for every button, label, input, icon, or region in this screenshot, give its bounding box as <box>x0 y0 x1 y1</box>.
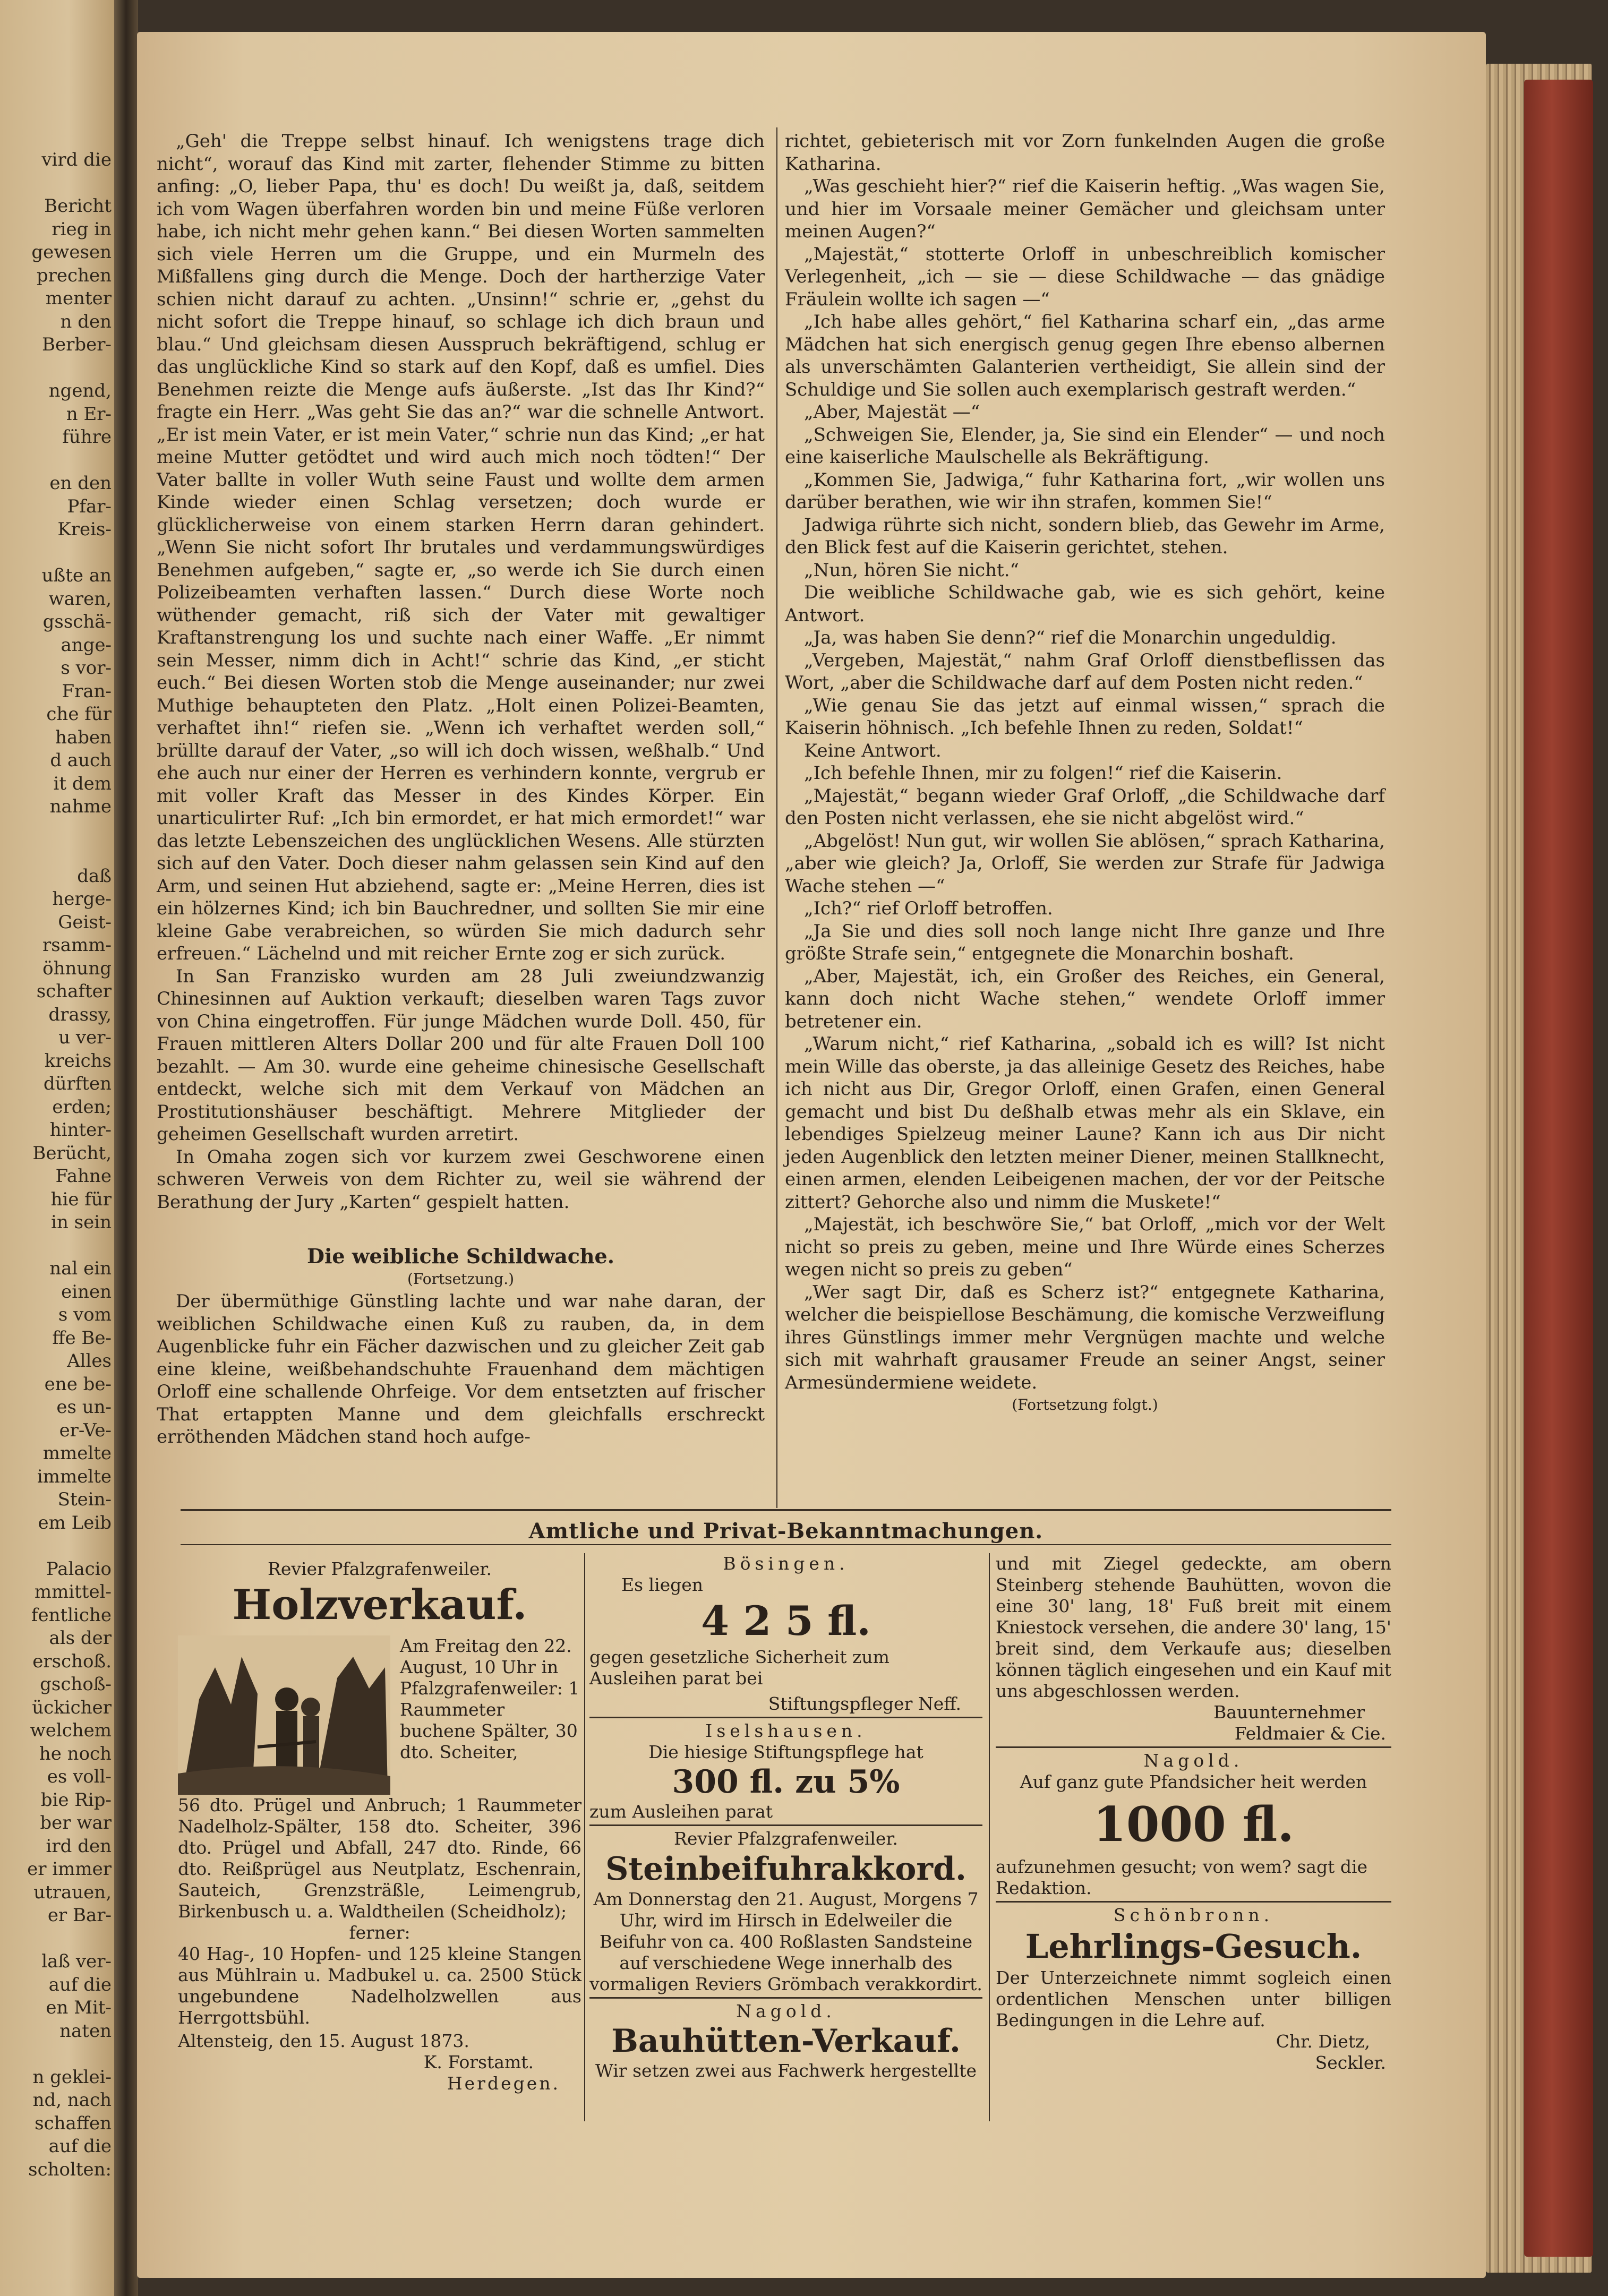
left-page-line: schafter <box>36 981 112 1002</box>
ad1-side-text: Am Freitag den 22. August, 10 Uhr in Pfalzgrafenweiler: 1 Raummeter buchene Spälter, 30 dto. Scheiter, <box>400 1635 580 1762</box>
col1-paragraph: In San Franzisko wurden am 28 Juli zweiundzwanzig Chinesinnen auf Auktion verkauft; dieselben waren Tags zuvor von China eingetroffen. Für junge Mädchen wurde Doll. 450, für Frauen mittleren Alters Dollar 200 und für alte Frauen Doll 100 bezahlt. — Am 30. wurde eine geheime chinesische Gesellschaft entdeckt, welche sich mit dem Verkauf von Mädchen an Prostitutionshäuser beschäftigt. Mehrere Mitglieder der geheimen Gesellschaft wurden arretirt. <box>157 965 765 1145</box>
hunting-scene-illustration <box>178 1635 390 1795</box>
left-page-line: immelte <box>37 1466 112 1487</box>
left-page-line: ngend, <box>48 380 112 401</box>
ad-rule <box>996 1746 1391 1748</box>
left-page-line: rsamm- <box>42 935 112 956</box>
left-page-line: ber war <box>40 1812 112 1834</box>
left-page-line: welchem <box>30 1720 112 1741</box>
ad5-signer1: Bauunternehmer <box>1213 1702 1365 1723</box>
left-page-line <box>5 542 112 565</box>
left-page-line: erschoß. <box>32 1650 112 1672</box>
ad3-amount: 300 fl. zu 5% <box>672 1763 900 1801</box>
section-rule <box>181 1509 1391 1511</box>
left-page-line: laß ver- <box>41 1951 112 1972</box>
ad5-headline: Bauhütten-Verkauf. <box>611 2023 961 2060</box>
left-page-line: Pfar- <box>67 495 112 517</box>
left-page-line: nd, nach <box>32 2089 112 2111</box>
left-page-line: s vom <box>58 1304 112 1325</box>
left-page-line: er Bar- <box>47 1905 112 1926</box>
left-page-line: es voll- <box>47 1766 112 1787</box>
left-page-line: ußte an <box>41 565 112 586</box>
left-page-line: Berücht, <box>32 1142 112 1164</box>
ad5-cont-text: und mit Ziegel gedeckte, am obern Steinberg stehende Bauhütten, wovon die eine 30' lang, 18' Fuß breit mit einem Kniestock versehen, die andere 30' lang, 15' breit sind, dem Verkaufe aus; dieselben können täglich eingesehen und ein Kauf mit uns abgeschlossen werden. <box>996 1553 1391 1701</box>
left-page-line <box>5 1535 112 1558</box>
left-page-line: menter <box>45 288 112 309</box>
left-page-line: n Er- <box>66 403 112 425</box>
ad2-signer: Stiftungspfleger Neff. <box>768 1693 961 1714</box>
ad-column-right <box>996 1553 1391 2074</box>
col2-paragraph: „Ja, was haben Sie denn?“ rief die Monarchin ungeduldig. <box>804 627 1337 648</box>
story-paragraph: Der übermüthige Günstling lachte und war nahe daran, der weiblichen Schildwache einen Kuß zu rauben, da, in dem Augenblicke fuhr ein Fächer dazwischen und zu gleicher Zeit gab eine kleine, weißbehandschuhte Frauenhand dem mächtigen Orloff eine schallende Ohrfeige. Vor dem entsetzten auf frischer That ertappten Manne und dem gleichfalls erschreckt erröthenden Mädchen stand hoch aufge- <box>157 1291 765 1447</box>
ad4-headline: Steinbeifuhrakkord. <box>605 1850 966 1888</box>
story-subtitle: (Fortsetzung.) <box>407 1270 515 1288</box>
left-page-line: ird den <box>46 1835 112 1857</box>
book-binding <box>1524 80 1593 2257</box>
left-page-line: che für <box>46 704 112 725</box>
left-page-line: n den <box>60 311 112 332</box>
col2-paragraph: „Nun, hören Sie nicht.“ <box>804 559 1019 581</box>
ad6-place: Nagold. <box>1143 1750 1244 1771</box>
col2-paragraph: „Ich?“ rief Orloff betroffen. <box>804 898 1053 919</box>
ad2-intro: Es liegen <box>621 1574 704 1595</box>
col2-paragraph: „Ich habe alles gehört,“ fiel Katharina scharf ein, „das arme Mädchen hat sich energisch genug gegen Ihre ebenso albernen als unverschämten Galanterien vertheidigt, Sie allein sind der Schuldige und Sie sollen auch exemplarisch gestraft werden.“ <box>785 311 1385 400</box>
left-page-line <box>5 449 112 473</box>
left-page-line: öhnung <box>42 957 112 979</box>
col2-paragraph: richtet, gebieterisch mit vor Zorn funkelnden Augen die große Katharina. <box>785 131 1385 175</box>
left-page-line: ene be- <box>44 1373 112 1395</box>
left-page-line: führe <box>62 426 112 448</box>
left-page-line: he noch <box>39 1743 112 1764</box>
left-page-line: en den <box>49 473 112 494</box>
left-page-line: Fahne <box>55 1166 112 1187</box>
left-page-line: hie für <box>50 1188 112 1210</box>
col2-paragraph: „Aber, Majestät, ich, ein Großer des Reiches, ein General, kann doch nicht Wache stehen,“ wendete Orloff immer betretener ein. <box>785 965 1385 1032</box>
left-page-line: gewesen <box>31 242 112 263</box>
story-title: Die weibliche Schildwache. <box>307 1244 614 1268</box>
left-page-line: Berber- <box>42 334 112 355</box>
left-page-line: it dem <box>53 773 112 794</box>
left-page-line <box>5 357 112 380</box>
left-page-line: Stein- <box>57 1489 112 1510</box>
ad1-date: Altensteig, den 15. August 1873. <box>178 2031 469 2051</box>
left-page-line: er-Ve- <box>59 1419 112 1441</box>
left-page-line: gsschä- <box>42 611 112 632</box>
col1-paragraph: In Omaha zogen sich vor kurzem zwei Geschworene einen schweren Verweis von dem Richter zu, weil sie während der Berathung der Jury „Karten“ gespielt hatten. <box>157 1146 765 1213</box>
col2-paragraph: Jadwiga rührte sich nicht, sondern blieb, das Gewehr im Arme, den Blick fest auf die Kaiserin gerichtet, stehen. <box>785 514 1385 558</box>
left-page-line: einen <box>61 1281 112 1303</box>
ad4-place: Revier Pfalzgrafenweiler. <box>673 1828 899 1849</box>
left-page-line <box>5 1235 112 1258</box>
left-page-line: ückicher <box>32 1697 112 1718</box>
left-page-line: rieg in <box>52 218 112 240</box>
ad7-place: Schönbronn. <box>1113 1905 1274 1925</box>
ad1-place: Revier Pfalzgrafenweiler. <box>267 1558 492 1579</box>
col2-paragraph: „Majestät, ich beschwöre Sie,“ bat Orloff, „mich vor der Welt nicht so preis zu geben, meine und Ihre Würde eines Scherzes wegen nicht so preis zu geben“ <box>785 1214 1385 1280</box>
left-page-line: u ver- <box>58 1027 112 1048</box>
column-2 <box>785 130 1385 1417</box>
ad6-text: Auf ganz gute Pfandsicher heit werden <box>1020 1771 1367 1792</box>
ad5-place: Nagold. <box>736 2001 836 2021</box>
left-page-line: d auch <box>50 750 112 771</box>
ad6-text2: aufzunehmen gesucht; von wem? sagt die Redaktion. <box>996 1856 1368 1898</box>
left-page-line: vird die <box>41 149 112 170</box>
left-page-line: n geklei- <box>32 2066 112 2088</box>
section-rule <box>181 1544 1391 1545</box>
col2-paragraph: „Schweigen Sie, Elender, ja, Sie sind ein Elender“ — und noch eine kaiserliche Maulschelle als Bekräftigung. <box>785 424 1385 468</box>
col2-paragraph: „Majestät,“ stotterte Orloff in unbeschreiblich komischer Verlegenheit, „ich — sie — diese Schildwache — das gnädige Fräulein wollte ich sagen —“ <box>785 243 1385 310</box>
col2-paragraph: „Aber, Majestät —“ <box>804 401 980 423</box>
left-page-line <box>5 819 112 842</box>
left-page-line: er immer <box>27 1858 112 1880</box>
left-page-line: herge- <box>52 888 112 910</box>
ad2-amount: 4 2 5 fl. <box>701 1597 871 1644</box>
left-page-line: nal ein <box>49 1258 112 1279</box>
book-gutter <box>114 0 138 2296</box>
col2-paragraph: „Ich befehle Ihnen, mir zu folgen!“ rief die Kaiserin. <box>804 763 1282 784</box>
left-page-line: Palacio <box>46 1558 112 1580</box>
left-page-line: haben <box>55 726 112 748</box>
left-page-line: waren, <box>48 588 112 610</box>
left-page-line: Geist- <box>58 911 112 933</box>
left-page-line: dürften <box>43 1073 112 1094</box>
ad2-place: Bösingen. <box>723 1553 849 1574</box>
ad-column-middle <box>589 1553 982 2081</box>
left-page-line: es un- <box>56 1397 112 1418</box>
col2-paragraph: „Kommen Sie, Jadwiga,“ fuhr Katharina fort, „wir wollen uns darüber berathen, wie wir ihn strafen, kommen Sie!“ <box>785 469 1385 513</box>
left-page-text <box>5 149 112 2181</box>
ad7-headline: Lehrlings-Gesuch. <box>1025 1927 1362 1966</box>
left-page-line: ffe Be- <box>52 1327 112 1349</box>
ad1-signer: Herdegen. <box>447 2073 560 2094</box>
ad3-text: Die hiesige Stiftungspflege hat <box>648 1742 923 1762</box>
left-page-line: fentliche <box>31 1604 112 1626</box>
left-page <box>0 0 114 2296</box>
left-page-line: schaffen <box>35 2112 112 2134</box>
ad-rule <box>589 1824 982 1826</box>
left-page-line: s vor- <box>61 657 112 679</box>
ad4-text: Am Donnerstag den 21. August, Morgens 7 Uhr, wird im Hirsch in Edelweiler die Beifuhr von ca. 400 Roßlasten Sandsteine auf verschiedene Wege innerhalb des vormaligen Reviers Grömbach verakkordirt. <box>589 1889 982 1994</box>
col2-paragraph: Die weibliche Schildwache gab, wie es sich gehört, keine Antwort. <box>785 582 1385 626</box>
left-page-line: als der <box>49 1627 112 1649</box>
ad7-signer1: Chr. Dietz, <box>1276 2031 1370 2052</box>
left-page-line: mmittel- <box>34 1581 112 1603</box>
ad7-text: Der Unterzeichnete nimmt sogleich einen ordentlichen Menschen unter billigen Bedingungen in die Lehre auf. <box>996 1967 1391 2031</box>
ad5-signer2: Feldmaier & Cie. <box>1234 1723 1386 1744</box>
ad3-text2: zum Ausleihen parat <box>589 1801 773 1822</box>
col2-paragraph: „Ja Sie und dies soll noch lange nicht Ihre ganze und Ihre größte Strafe sein,“ entgegnete die Monarchin boshaft. <box>785 920 1385 964</box>
ad-holzverkauf <box>178 1558 581 2094</box>
left-page-line: daß <box>77 865 112 887</box>
left-page-line <box>5 842 112 865</box>
left-page-line: auf die <box>48 2136 112 2157</box>
ad3-place: Iselshausen. <box>705 1720 867 1741</box>
left-page-line: ange- <box>61 634 112 656</box>
ad-rule <box>589 1717 982 1718</box>
col2-paragraph: „Was geschieht hier?“ rief die Kaiserin heftig. „Was wagen Sie, und hier im Vorsaale meiner Gemächer und gleichsam unter meinen Augen?“ <box>785 176 1385 242</box>
column-divider <box>776 127 777 1508</box>
left-page-line <box>5 1927 112 1951</box>
left-page-line: gschoß- <box>40 1674 112 1695</box>
ad2-text: gegen gesetzliche Sicherheit zum Ausleihen parat bei <box>589 1647 889 1689</box>
ad-rule <box>996 1901 1391 1903</box>
left-page-line: kreichs <box>44 1050 112 1072</box>
column-1 <box>157 130 765 1449</box>
ad5-text: Wir setzen zwei aus Fachwerk hergestellte <box>595 2060 977 2081</box>
col2-paragraph: Keine Antwort. <box>804 740 942 761</box>
left-page-line: Alles <box>67 1350 112 1372</box>
ad-divider <box>989 1553 990 2121</box>
ad1-headline: Holzverkauf. <box>232 1581 527 1629</box>
left-page-line <box>5 2043 112 2066</box>
left-page-line: auf die <box>48 1974 112 1995</box>
col2-paragraph: „Wie genau Sie das jetzt auf einmal wissen,“ sprach die Kaiserin höhnisch. „Ich befehle Ihnen zu reden, Soldat!“ <box>785 695 1385 739</box>
announcements-title: Amtliche und Privat-Bekanntmachungen. <box>528 1519 1044 1544</box>
col1-paragraph: „Geh' die Treppe selbst hinauf. Ich wenigstens trage dich nicht“, worauf das Kind mit zarter, flehender Stimme zu bitten anfing: „O, lieber Papa, thu' es doch! Du weißt ja, daß, seitdem ich vom Wagen überfahren worden bin und meine Füße verloren habe, ich nicht mehr gehen kann.“ Bei diesen Worten sammelten sich viele Herren um die Gruppe, und ein Murmeln des Mißfallens ging durch die Menge. Doch der hartherzige Vater schien nicht darauf zu achten. „Unsinn!“ schrie er, „gehst du nicht sofort die Treppe hinauf, so schlage ich dich braun und blau.“ Und gleichsam diesen Ausspruch bekräftigend, schlug er das unglückliche Kind so stark auf den Kopf, daß es umfiel. Dies Benehmen reizte die Menge aufs äußerste. „Ist das Ihr Kind?“ fragte ein Herr. „Was geht Sie das an?“ war die schnelle Antwort. „Er ist mein Vater, er ist mein Vater,“ schrie nun das Kind; „er hat meine Mutter getödtet und wird auch mich noch tödten!“ Der Vater ballte in voller Wuth seine Faust und wollte dem armen Kinde wieder einen Schlag versetzen; doch wurde er glücklicherweise von einem starken Herrn daran gehindert. „Wenn Sie nicht sofort Ihr brutales und verdammungswürdiges Benehmen aufgeben,“ sagte er, „so werde ich Sie durch einen Polizeibeamten verhaften lassen.“ Durch diese Worte noch wüthender gemacht, riß sich der Vater mit gewaltiger Kraftanstrengung los und suchte nach einer Waffe. „Er nimmt sein Messer, nimm dich in Acht!“ schrie das Kind, „er sticht euch.“ Bei diesen Worten stob die Menge auseinander; nur zwei Muthige behaupteten den Platz. „Holt einen Polizei-Beamten, verhaftet ihn!“ riefen sie. „Wenn ich verhaftet werden soll,“ brüllte darauf der Vater, „so will ich doch wissen, weßhalb.“ Und ehe auch nur einer der Herren es verhindern konnte, vergrub er mit voller Kraft das Messer in des Kindes Körper. Ein unarticulirter Ruf: „Ich bin ermordet, er hat mich ermordet!“ war das letzte Lebenszeichen des unglücklichen Wesens. Alle stürzten sich auf den Vater. Doch dieser nahm gelassen sein Kind auf den Arm, und seinen Hut abziehend, sagte er: „Meine Herren, dies ist ein hölzernes Kind; ich bin Bauchredner, und sollten Sie mir eine kleine Gabe verabreichen, so würden Sie mich dadurch sehr erfreuen.“ Lächelnd und mit reicher Ernte zog er sich zurück. <box>157 131 765 964</box>
left-page-line: drassy, <box>48 1004 112 1025</box>
left-page-line: scholten: <box>28 2158 112 2180</box>
ad1-office: K. Forstamt. <box>423 2052 534 2072</box>
left-page-line: prechen <box>36 264 112 286</box>
ad-divider <box>584 1553 585 2121</box>
ad1-body: 56 dto. Prügel und Anbruch; 1 Raummeter Nadelholz-Spälter, 158 dto. Scheiter, 396 dto. Prügel und Abfall, 247 dto. Rinde, 66 dto. Reißprügel aus Neutplatz, Eschenrain, Sauteich, Grenzsträßle, Leimengrub, Birkenbusch u. a. Waldtheilen (Scheidholz); <box>178 1795 581 1922</box>
left-page-line: erden; <box>52 1096 112 1118</box>
continuation-note: (Fortsetzung folgt.) <box>1012 1396 1158 1413</box>
left-page-line: bie Rip- <box>40 1789 112 1811</box>
left-page-line: Kreis- <box>57 519 112 540</box>
ad1-ferner: ferner: <box>349 1922 410 1943</box>
left-page-line: en Mit- <box>46 1997 112 2018</box>
ad-rule <box>589 1997 982 1999</box>
left-page-line: mmelte <box>42 1443 112 1464</box>
left-page-line: nahme <box>49 796 112 817</box>
ad6-amount: 1000 fl. <box>1093 1796 1294 1853</box>
col2-paragraph: „Majestät,“ begann wieder Graf Orloff, „die Schildwache darf den Posten nicht verlassen, ehe sie nicht abgelöst wird.“ <box>785 785 1385 829</box>
left-page-line: em Leib <box>38 1512 112 1533</box>
left-page-line: Bericht <box>44 195 112 217</box>
ad7-signer2: Seckler. <box>1315 2052 1386 2073</box>
col2-paragraph: „Wer sagt Dir, daß es Scherz ist?“ entgegnete Katharina, welcher die beispiellose Beschämung, die komische Verzweiflung ihres Günstlings immer mehr Vergnügen machte und welche sich mit wahrhaft grausamer Freude an seiner Angst, seiner Armesündermiene weidete. <box>785 1281 1385 1393</box>
left-page-line: naten <box>59 2020 112 2042</box>
left-page-line: Fran- <box>62 680 112 702</box>
col2-paragraph: „Vergeben, Majestät,“ nahm Graf Orloff dienstbeflissen das Wort, „aber die Schildwache darf auf dem Posten nicht reden.“ <box>785 649 1385 693</box>
left-page-line <box>5 172 112 195</box>
col2-paragraph: „Warum nicht,“ rief Katharina, „sobald ich es will? Ist nicht mein Wille das oberste, ja das alleinige Gesetz des Reiches, habe ich nicht aus Dir, Gregor Orloff, einen Grafen, einen General gemacht und bist Du deßhalb etwas mehr als ein Sklave, ein lebendiges Spielzeug meiner Laune? Kann ich aus Dir nicht jeden Augenblick den letzten meiner Diener, meinen Stallknecht, einen armen, elenden Leibeigenen machen, der vor der Peitsche zittert? Gehorche also und nimm die Muskete!“ <box>785 1033 1385 1213</box>
left-page-line: in sein <box>51 1212 112 1233</box>
ad1-body2: 40 Hag-, 10 Hopfen- und 125 kleine Stangen aus Mühlrain u. Madbukel u. ca. 2500 Stück ungebundene Nadelholzwellen aus Herrgottsbühl. <box>178 1943 581 2028</box>
left-page-line: hinter- <box>49 1119 112 1141</box>
col2-paragraph: „Abgelöst! Nun gut, wir wollen Sie ablösen,“ sprach Katharina, „aber wie gleich? Ja, Orloff, Sie werden zur Strafe für Jadwiga Wache stehen —“ <box>785 830 1385 897</box>
left-page-line: utrauen, <box>33 1881 112 1903</box>
